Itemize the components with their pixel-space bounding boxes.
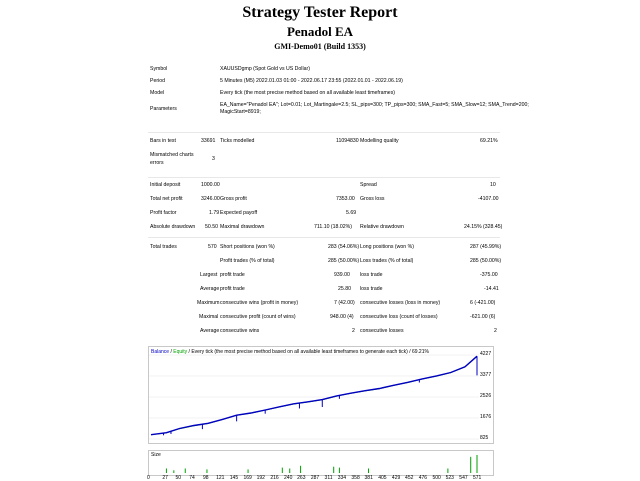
row-average-consecutive: [148, 328, 500, 336]
value-cons-wins-money: 7 (42.00): [334, 300, 355, 306]
row-drawdown: [148, 224, 503, 232]
volume-bar: [447, 469, 448, 474]
x-tick-label: 216: [270, 475, 279, 481]
x-tick-label: 405: [378, 475, 387, 481]
legend-separator: /: [169, 349, 174, 355]
label-net-profit: Total net profit: [150, 196, 183, 202]
value-loss-trades: 285 (50.00%): [470, 258, 502, 264]
balance-equity-chart: [148, 346, 494, 444]
row-net-profit: [148, 196, 500, 204]
value-bars: 33691: [201, 138, 216, 144]
label-maximum: Maximum: [197, 300, 220, 306]
row-period: [148, 78, 500, 86]
y-tick-label: 4227: [480, 351, 492, 357]
x-tick-label: 429: [391, 475, 401, 481]
value-long-positions: 287 (45.99%): [470, 244, 502, 250]
value-parameters-2: MagicStart=8919;: [220, 109, 261, 115]
value-profit-trades: 285 (50.00%): [328, 258, 360, 264]
divider: [148, 132, 500, 133]
label-relative-drawdown: Relative drawdown: [360, 224, 404, 230]
label-ticks: Ticks modelled: [220, 138, 255, 144]
label-mismatch: Mismatched charts: [150, 152, 194, 158]
row-largest: [148, 272, 500, 280]
legend-equity: Equity: [173, 349, 188, 355]
legend-note: / Every tick (the most precise method based on all available least timeframes to generate each tick) / 69.21%: [187, 349, 429, 355]
value-initial-deposit: 1000.00: [201, 182, 220, 188]
chart-plot: [149, 347, 493, 443]
label-initial-deposit: Initial deposit: [150, 182, 181, 188]
series-line-equity: [151, 356, 477, 434]
value-gross-profit: 7353.00: [336, 196, 355, 202]
volume-bar: [477, 455, 478, 473]
value-gross-loss: -4107.00: [478, 196, 499, 202]
y-tick-label: 825: [480, 435, 489, 441]
value-model: Every tick (the most precise method based on all available least timeframes): [220, 90, 396, 96]
value-total-trades: 570: [208, 244, 217, 250]
row-average: [148, 286, 500, 294]
label-cons-losses-money: consecutive losses (loss in money): [360, 300, 441, 306]
value-cons-loss-count: -621.00 (6): [470, 314, 496, 320]
value-period: 5 Minutes (M5) 2022.01.03 01:00 - 2022.06.17 23:55 (2022.01.01 - 2022.06.19): [220, 78, 403, 84]
x-tick-label: 145: [229, 475, 239, 481]
x-tick-label: 27: [162, 475, 168, 481]
value-average-loss: -14.41: [484, 286, 499, 292]
volume-bar: [470, 457, 471, 473]
label-maximal-drawdown: Maximal drawdown: [220, 224, 265, 230]
value-mismatch: 3: [212, 156, 215, 162]
x-tick-label: 50: [175, 475, 182, 481]
legend-balance: Balance: [151, 349, 170, 355]
x-tick-label: 287: [310, 475, 320, 481]
value-largest-loss: -375.00: [480, 272, 498, 278]
volume-bar: [300, 466, 301, 473]
value-avg-cons-losses: 2: [494, 328, 497, 334]
value-profit-factor: 1.79: [209, 210, 220, 216]
label-maximal: Maximal: [199, 314, 219, 320]
label-average-profit-trade: profit trade: [220, 286, 245, 292]
label-mismatch-2: errors: [150, 160, 164, 166]
value-parameters: EA_Name="Penadol EA"; Lot=0.01; Lot_Martingale=2.5; SL_pips=300; TP_pips=300; SMA_Fast=5; SMA_Slow=12; SMA_Trend=200;: [220, 102, 529, 108]
x-tick-label: 452: [405, 475, 414, 481]
x-tick-label: 358: [351, 475, 360, 481]
label-short-positions: Short positions (won %): [220, 244, 275, 250]
volume-bar: [333, 467, 334, 473]
value-short-positions: 283 (54.06%): [328, 244, 360, 250]
value-net-profit: 3246.00: [201, 196, 220, 202]
volume-bar: [206, 469, 207, 473]
value-cons-losses-money: 6 (-421.00): [470, 300, 496, 306]
label-expected-payoff: Expected payoff: [220, 210, 258, 216]
volume-bar: [282, 468, 283, 473]
label-loss-trades: Loss trades (% of total): [360, 258, 414, 264]
label-symbol: Symbol: [150, 66, 168, 72]
x-tick-label: 74: [189, 475, 195, 481]
label-average-loss-trade: loss trade: [360, 286, 383, 292]
volume-bar: [173, 470, 174, 473]
row-model: [148, 90, 500, 98]
row-symbol: [148, 66, 500, 74]
label-largest-loss-trade: loss trade: [360, 272, 383, 278]
label-spread: Spread: [360, 182, 377, 188]
x-tick-label: 121: [216, 475, 225, 481]
label-gross-loss: Gross loss: [360, 196, 385, 202]
label-bars: Bars in test: [150, 138, 176, 144]
volume-bar: [289, 469, 290, 474]
row-mismatch: [148, 152, 500, 166]
label-parameters: Parameters: [150, 106, 177, 112]
value-quality: 69.21%: [480, 138, 498, 144]
row-profit-trades: [148, 258, 500, 266]
x-tick-label: 547: [459, 475, 468, 481]
volume-bar: [339, 468, 340, 473]
x-tick-label: 311: [324, 475, 333, 481]
x-tick-label: 98: [202, 475, 209, 481]
volume-label: Size: [151, 452, 161, 458]
label-cons-profit-count: consecutive profit (count of wins): [220, 314, 296, 320]
value-largest-profit: 939.00: [334, 272, 350, 278]
series-line-balance: [151, 356, 477, 435]
x-tick-label: 0: [147, 475, 150, 481]
label-long-positions: Long positions (won %): [360, 244, 414, 250]
row-maximum: [148, 300, 500, 308]
value-maximal-drawdown: 711.10 (18.02%): [314, 224, 352, 230]
x-tick-label: 571: [473, 475, 482, 481]
row-deposit: [148, 182, 500, 190]
value-avg-cons-wins: 2: [352, 328, 355, 334]
label-quality: Modelling quality: [360, 138, 399, 144]
x-tick-label: 169: [243, 475, 252, 481]
x-tick-label: 263: [297, 475, 306, 481]
value-ticks: 11094830: [336, 138, 359, 144]
divider: [148, 177, 500, 178]
x-tick-label: 500: [432, 475, 441, 481]
label-cons-loss-count: consecutive loss (count of losses): [360, 314, 438, 320]
server-build: GMI-Demo01 (Build 1353): [274, 42, 366, 51]
label-total-trades: Total trades: [150, 244, 177, 250]
volume-panel: [148, 450, 494, 476]
x-tick-label: 476: [418, 475, 428, 481]
label-model: Model: [150, 90, 165, 96]
label-largest-profit-trade: profit trade: [220, 272, 245, 278]
label-avg-cons-wins: consecutive wins: [220, 328, 260, 334]
label-average-consecutive: Average: [200, 328, 220, 334]
y-tick-label: 2526: [480, 393, 492, 399]
x-tick-label: 523: [445, 475, 454, 481]
divider: [148, 237, 500, 238]
volume-plot: [149, 451, 493, 475]
y-tick-label: 3377: [480, 371, 492, 378]
volume-bar: [166, 469, 167, 474]
x-tick-label: 192: [256, 475, 265, 481]
volume-bar: [368, 469, 369, 474]
value-expected-payoff: 5.69: [346, 210, 357, 216]
row-parameters: [148, 102, 529, 120]
label-average: Average: [200, 286, 220, 292]
value-symbol: XAUUSDgmp (Spot Gold vs US Dollar): [220, 66, 310, 72]
label-period: Period: [150, 78, 165, 84]
x-tick-label: 334: [337, 475, 347, 481]
report-title: Strategy Tester Report: [242, 4, 398, 21]
x-tick-label: 240: [284, 475, 293, 481]
row-bars: [148, 138, 500, 146]
label-largest: Largest: [200, 272, 218, 278]
x-tick-label: 381: [364, 475, 373, 481]
value-spread: 10: [490, 182, 496, 188]
y-tick-label: 1676: [480, 413, 492, 420]
label-profit-trades: Profit trades (% of total): [220, 258, 275, 264]
value-average-profit: 25.80: [338, 286, 351, 292]
ea-name: Penadol EA: [286, 24, 354, 39]
row-total-trades: [148, 244, 500, 252]
label-cons-wins-money: consecutive wins (profit in money): [220, 300, 299, 306]
volume-bar: [185, 469, 186, 474]
value-relative-drawdown: 24.15% (328.45): [464, 224, 503, 230]
row-profit-factor: [148, 210, 500, 218]
label-gross-profit: Gross profit: [220, 196, 247, 202]
row-maximal: [148, 314, 500, 322]
label-absolute-drawdown: Absolute drawdown: [150, 224, 196, 230]
volume-bar: [248, 469, 249, 473]
label-profit-factor: Profit factor: [150, 210, 177, 216]
value-cons-profit-count: 948.00 (4): [330, 314, 354, 320]
value-absolute-drawdown: 50.50: [205, 224, 218, 230]
label-avg-cons-losses: consecutive losses: [360, 328, 404, 334]
